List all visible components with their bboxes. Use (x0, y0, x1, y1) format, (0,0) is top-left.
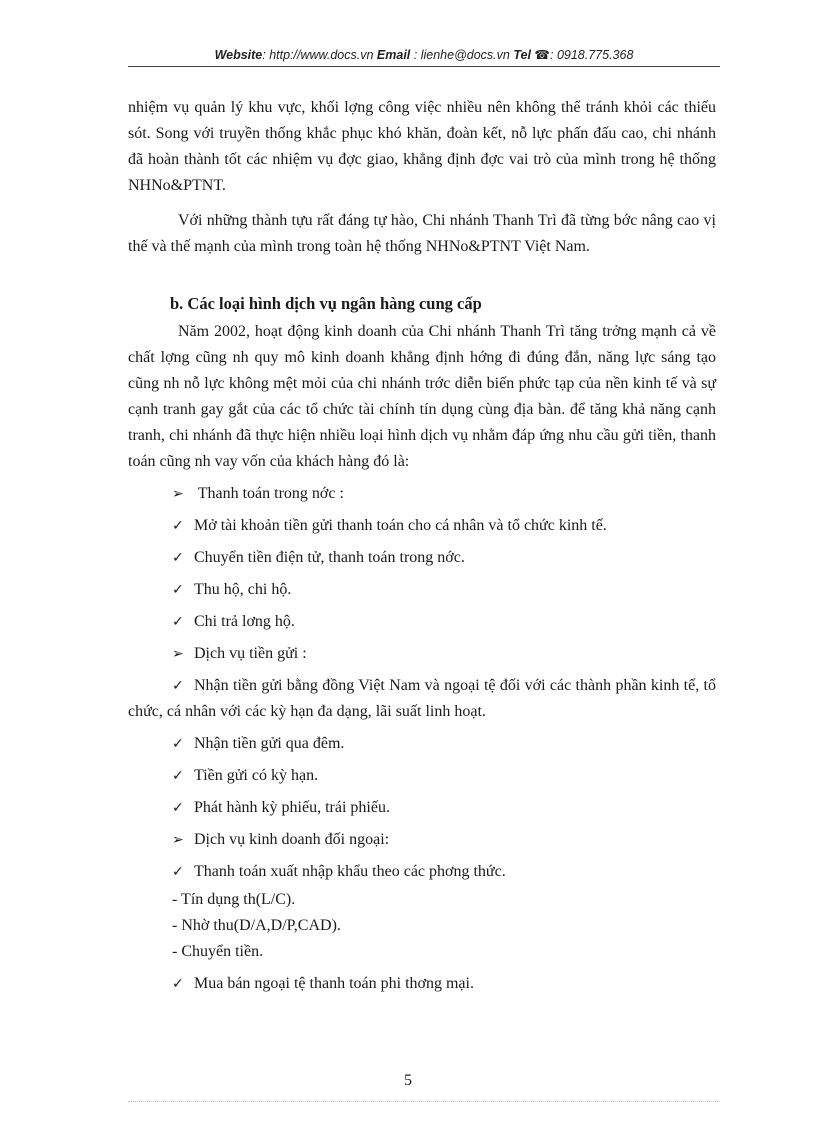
header-divider (128, 66, 720, 67)
list-item: ✓ Chi trả lơng hộ. (128, 609, 716, 635)
list-item: ➢ Dịch vụ tiền gửi : (128, 641, 716, 667)
paragraph-3: Năm 2002, hoạt động kinh doanh của Chi nhánh Thanh Trì tăng trởng mạnh cả về chất lợng cũng nh quy mô kinh doanh khẳng định hớng đi đúng đắn, năng lực sáng tạo cũng nh nỗ lực không mệt mỏi của chi nhánh trớc diễn biến phức tạp của nền kinh tế và sự cạnh tranh gay gắt của các tổ chức tài chính tín dụng cùng địa bàn. để tăng khả năng cạnh tranh, chi nhánh đã thực hiện nhiều loại hình dịch vụ nhằm đáp ứng nhu cầu gửi tiền, thanh toán cũng nh vay vốn của khách hàng đó là: (128, 323, 716, 470)
arrow-bullet-icon: ➢ (172, 646, 184, 662)
phone-icon: ☎ (534, 48, 550, 62)
document-body (128, 95, 716, 997)
check-bullet-icon: ✓ (172, 614, 184, 630)
website-value: : http://www.docs.vn (262, 48, 374, 62)
arrow-bullet-icon: ➢ (172, 832, 184, 848)
page-number: 5 (404, 1072, 412, 1089)
list-item: ➢ Thanh toán trong nớc : (128, 481, 716, 507)
list-item: ✓ Thanh toán xuất nhập khẩu theo các phơng thức. (128, 859, 716, 885)
dash-item: - Tín dụng th(L/C). (172, 891, 296, 908)
check-bullet-icon: ✓ (172, 550, 184, 566)
paragraph-1: nhiệm vụ quản lý khu vực, khối lợng công việc nhiều nên không thể tránh khỏi các thiếu sót. Song với truyền thống khắc phục khó khăn, đoàn kết, nỗ lực phấn đấu cao, chi nhánh đã hoàn thành tốt các nhiệm vụ đợc giao, khẳng định đợc vai trò của mình trong hệ thống NHNo&PTNT. (128, 99, 716, 194)
list-item: ✓ Tiền gửi có kỳ hạn. (128, 763, 716, 789)
footer-divider (128, 1101, 720, 1102)
check-bullet-icon: ✓ (172, 582, 184, 598)
check-bullet-icon: ✓ (172, 768, 184, 784)
arrow-bullet-icon: ➢ (172, 486, 184, 502)
list-item: ✓ Thu hộ, chi hộ. (128, 577, 716, 603)
paragraph-2: Với những thành tựu rất đáng tự hào, Chi nhánh Thanh Trì đã từng bớc nâng cao vị thế và thế mạnh của mình trong toàn hệ thống NHNo&PTNT Việt Nam. (128, 212, 716, 255)
check-bullet-icon: ✓ (172, 800, 184, 816)
list-item: ✓ Nhận tiền gửi qua đêm. (128, 731, 716, 757)
email-value: : lienhe@docs.vn (413, 48, 510, 62)
email-label: Email (376, 48, 411, 62)
list-item: ✓ Nhận tiền gửi bằng đồng Việt Nam và ngoại tệ đối với các thành phần kinh tế, tổ chức, cá nhân với các kỳ hạn đa dạng, lãi suất linh hoạt. (128, 673, 716, 725)
page-header (128, 47, 720, 62)
website-label: Website (214, 48, 263, 62)
tel-value: : 0918.775.368 (550, 48, 634, 62)
check-bullet-icon: ✓ (172, 518, 184, 534)
list-item: ✓ Chuyển tiền điện tử, thanh toán trong nớc. (128, 545, 716, 571)
check-bullet-icon: ✓ (172, 864, 184, 880)
dash-item: - Nhờ thu(D/A,D/P,CAD). (172, 917, 341, 934)
dash-item: - Chuyển tiền. (172, 943, 264, 960)
section-heading: b. Các loại hình dịch vụ ngân hàng cung cấp (170, 294, 482, 313)
check-bullet-icon: ✓ (172, 678, 184, 694)
list-item: ✓ Phát hành kỳ phiếu, trái phiếu. (128, 795, 716, 821)
check-bullet-icon: ✓ (172, 736, 184, 752)
check-bullet-icon: ✓ (172, 976, 184, 992)
tel-label: Tel (513, 48, 531, 62)
list-item: ✓ Mở tài khoản tiền gửi thanh toán cho cá nhân và tổ chức kinh tế. (128, 513, 716, 539)
list-item: ✓ Mua bán ngoại tệ thanh toán phi thơng mại. (128, 971, 716, 997)
list-item: ➢ Dịch vụ kinh doanh đối ngoại: (128, 827, 716, 853)
